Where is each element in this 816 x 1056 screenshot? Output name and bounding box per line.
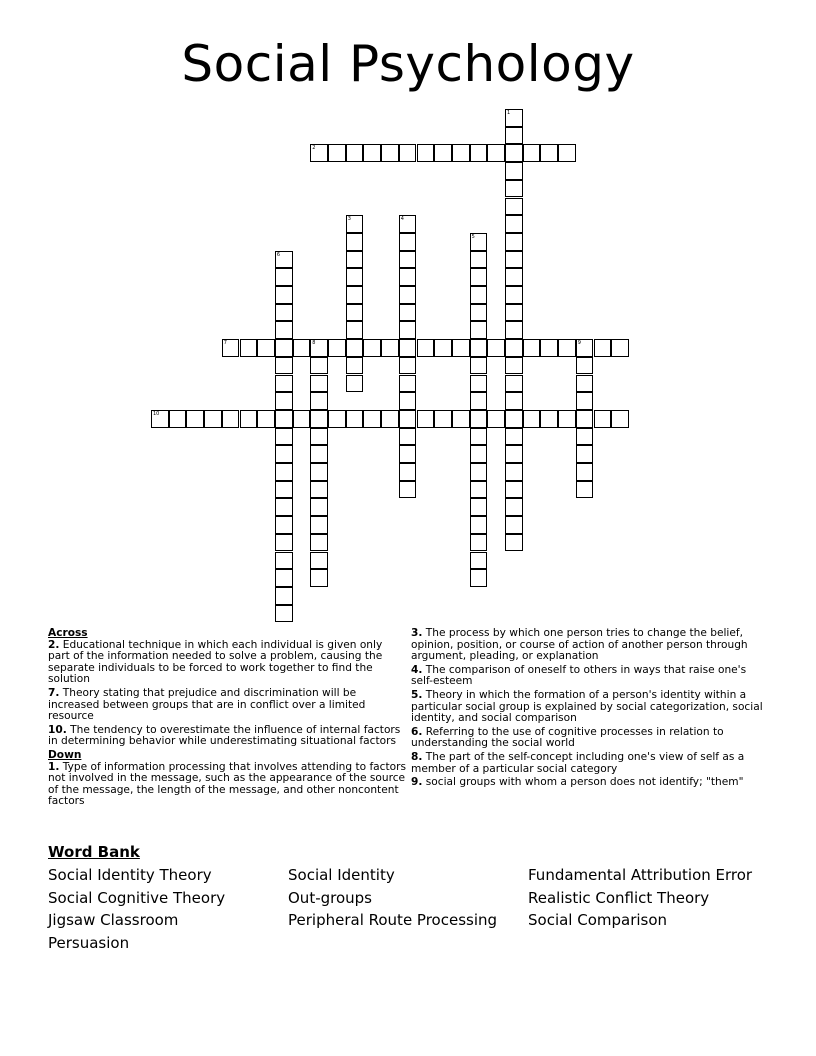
crossword-cell[interactable] xyxy=(204,410,222,428)
crossword-cell[interactable] xyxy=(505,180,523,198)
crossword-cell[interactable] xyxy=(275,392,293,410)
crossword-cell[interactable] xyxy=(576,481,594,499)
clue-number: 7. xyxy=(48,686,60,699)
crossword-cell[interactable] xyxy=(452,410,470,428)
crossword-cell[interactable] xyxy=(505,215,523,233)
clue-number: 4. xyxy=(411,663,423,676)
crossword-cell[interactable] xyxy=(487,144,505,162)
crossword-cell[interactable] xyxy=(346,144,364,162)
crossword-cell[interactable] xyxy=(275,268,293,286)
across-heading: Across xyxy=(48,627,88,639)
crossword-cell[interactable] xyxy=(346,233,364,251)
crossword-cell[interactable] xyxy=(275,605,293,623)
crossword-cell[interactable] xyxy=(505,321,523,339)
crossword-cell[interactable] xyxy=(452,339,470,357)
crossword-cell[interactable] xyxy=(328,144,346,162)
crossword-cell[interactable] xyxy=(505,534,523,552)
crossword-cell[interactable] xyxy=(505,375,523,393)
crossword-cell[interactable] xyxy=(470,463,488,481)
crossword-cell[interactable] xyxy=(275,357,293,375)
crossword-cell[interactable] xyxy=(399,428,417,446)
crossword-cell[interactable] xyxy=(275,498,293,516)
crossword-cell[interactable] xyxy=(505,109,523,127)
crossword-cell[interactable] xyxy=(310,375,328,393)
crossword-cell[interactable] xyxy=(470,375,488,393)
word-bank-item: Realistic Conflict Theory xyxy=(528,888,710,907)
down-clue-list xyxy=(48,762,406,808)
crossword-cell[interactable] xyxy=(363,339,381,357)
crossword-cell[interactable] xyxy=(470,552,488,570)
across-clue-list xyxy=(48,640,406,748)
clue-number-label: 1 xyxy=(507,110,511,116)
crossword-cell[interactable] xyxy=(169,410,187,428)
clue-text: Theory stating that prejudice and discrimination will be increased between groups that are in conflict over a limited resource xyxy=(48,686,366,723)
crossword-cell[interactable] xyxy=(576,339,594,357)
crossword-cell[interactable] xyxy=(275,481,293,499)
clue-number-label: 2 xyxy=(312,145,316,152)
crossword-cell[interactable] xyxy=(310,516,328,534)
clue-item xyxy=(48,725,406,748)
clue-item xyxy=(48,640,406,686)
crossword-cell[interactable] xyxy=(222,410,240,428)
crossword-cell[interactable] xyxy=(275,251,293,269)
crossword-cell[interactable] xyxy=(417,410,435,428)
crossword-cell[interactable] xyxy=(275,304,293,322)
clue-number-label: 7 xyxy=(223,340,227,347)
clue-number-label: 6 xyxy=(276,251,281,258)
crossword-cell[interactable] xyxy=(275,428,293,446)
crossword-cell[interactable] xyxy=(505,198,523,216)
word-bank-item: Social Identity Theory xyxy=(48,866,212,884)
word-bank-item: Social Identity xyxy=(288,866,395,884)
crossword-cell[interactable] xyxy=(363,144,381,162)
crossword-cell[interactable] xyxy=(399,445,417,463)
crossword-cell[interactable] xyxy=(399,286,417,304)
clue-number-label: 5 xyxy=(471,233,475,240)
word-bank-item: Fundamental Attribution Error xyxy=(528,866,753,884)
clue-number-label: 3 xyxy=(347,216,351,223)
crossword-cell[interactable] xyxy=(470,428,488,446)
crossword-cell[interactable] xyxy=(275,463,293,481)
crossword-cell[interactable] xyxy=(363,410,381,428)
crossword-cell[interactable] xyxy=(346,268,364,286)
crossword-cell[interactable] xyxy=(576,428,594,446)
clue-item xyxy=(48,688,406,723)
crossword-cell[interactable] xyxy=(470,321,488,339)
crossword-cell[interactable] xyxy=(310,534,328,552)
crossword-cell[interactable] xyxy=(346,286,364,304)
crossword-cell[interactable] xyxy=(505,268,523,286)
crossword-cell[interactable] xyxy=(505,410,523,428)
crossword-cell[interactable] xyxy=(540,339,558,357)
clues-column-right xyxy=(411,628,766,791)
crossword-cell[interactable] xyxy=(310,357,328,375)
clue-text: The part of the self-concept including one's view of self as a member of a particular social category xyxy=(411,750,745,775)
clue-text: The comparison of oneself to others in ways that raise one's self-esteem xyxy=(411,663,747,688)
down-heading: Down xyxy=(48,748,82,761)
crossword-cell[interactable] xyxy=(399,268,417,286)
crossword-cell[interactable] xyxy=(470,144,488,162)
crossword-cell[interactable] xyxy=(505,233,523,251)
word-bank-title: Word Bank xyxy=(48,843,140,861)
crossword-cell[interactable] xyxy=(293,339,311,357)
clue-number: 1. xyxy=(48,760,60,773)
crossword-cell[interactable] xyxy=(151,410,169,428)
crossword-cell[interactable] xyxy=(505,445,523,463)
crossword-cell[interactable] xyxy=(540,144,558,162)
crossword-cell[interactable] xyxy=(505,251,523,269)
word-bank-item: Social Cognitive Theory xyxy=(48,888,226,907)
crossword-cell[interactable] xyxy=(470,392,488,410)
crossword-cell[interactable] xyxy=(310,569,328,587)
crossword-cell[interactable] xyxy=(310,392,328,410)
clue-text: social groups with whom a person does not identify; "them" xyxy=(425,776,744,789)
crossword-cell[interactable] xyxy=(505,392,523,410)
crossword-cell[interactable] xyxy=(470,339,488,357)
crossword-cell[interactable] xyxy=(470,268,488,286)
crossword-cell[interactable] xyxy=(275,552,293,570)
crossword-cell[interactable] xyxy=(257,410,275,428)
crossword-cell[interactable] xyxy=(310,410,328,428)
crossword-cell[interactable] xyxy=(275,516,293,534)
crossword-cell[interactable] xyxy=(399,321,417,339)
crossword-cell[interactable] xyxy=(310,445,328,463)
crossword-cell[interactable] xyxy=(540,410,558,428)
crossword-cell[interactable] xyxy=(275,587,293,605)
clue-number-label: 8 xyxy=(312,340,316,347)
crossword-cell[interactable] xyxy=(310,428,328,446)
crossword-cell[interactable] xyxy=(275,534,293,552)
crossword-cell[interactable] xyxy=(240,339,258,357)
crossword-cell[interactable] xyxy=(240,410,258,428)
clue-number-label: 9 xyxy=(577,340,581,347)
word-bank-item: Persuasion xyxy=(48,933,130,952)
crossword-cell[interactable] xyxy=(275,569,293,587)
crossword-cell[interactable] xyxy=(470,357,488,375)
crossword-cell[interactable] xyxy=(594,339,612,357)
crossword-cell[interactable] xyxy=(470,516,488,534)
crossword-cell[interactable] xyxy=(310,339,328,357)
crossword-cell[interactable] xyxy=(399,144,417,162)
crossword-cell[interactable] xyxy=(611,410,629,428)
crossword-cell[interactable] xyxy=(505,144,523,162)
crossword-cell[interactable] xyxy=(399,392,417,410)
crossword-cell[interactable] xyxy=(470,233,488,251)
crossword-cell[interactable] xyxy=(505,304,523,322)
crossword-cell[interactable] xyxy=(576,410,594,428)
crossword-cell[interactable] xyxy=(222,339,240,357)
crossword-cell[interactable] xyxy=(399,304,417,322)
crossword-cell[interactable] xyxy=(399,463,417,481)
crossword-cell[interactable] xyxy=(293,410,311,428)
crossword-cell[interactable] xyxy=(470,534,488,552)
word-bank-item: Jigsaw Classroom xyxy=(48,911,179,929)
crossword-cell[interactable] xyxy=(594,410,612,428)
crossword-cell[interactable] xyxy=(328,410,346,428)
crossword-cell[interactable] xyxy=(434,144,452,162)
crossword-cell[interactable] xyxy=(186,410,204,428)
crossword-cell[interactable] xyxy=(346,251,364,269)
word-bank-item: Out-groups xyxy=(288,888,372,907)
crossword-cell[interactable] xyxy=(470,569,488,587)
clue-text: Theory in which the formation of a person's identity within a particular social group is explained by social categorization, social identity, and social comparison xyxy=(411,688,763,725)
crossword-cell[interactable] xyxy=(275,321,293,339)
crossword-cell[interactable] xyxy=(275,445,293,463)
clue-item xyxy=(411,665,766,688)
clue-text: Referring to the use of cognitive processes in relation to understanding the social world xyxy=(411,725,724,750)
clue-text: The process by which one person tries to change the belief, opinion, position, or course of action of another person through argument, pleading, or explanation xyxy=(411,627,748,663)
clue-text: The tendency to overestimate the influence of internal factors in determining behavior while underestimating situational factors xyxy=(48,723,401,748)
crossword-cell[interactable] xyxy=(381,339,399,357)
crossword-cell[interactable] xyxy=(470,481,488,499)
clue-item xyxy=(411,628,766,663)
crossword-cell[interactable] xyxy=(505,127,523,145)
clue-item xyxy=(411,752,766,775)
crossword-cell[interactable] xyxy=(399,410,417,428)
crossword-cell[interactable] xyxy=(310,481,328,499)
crossword-cell[interactable] xyxy=(346,304,364,322)
clue-number-label: 4 xyxy=(400,216,404,223)
clue-number: 6. xyxy=(411,725,423,738)
word-bank xyxy=(48,866,788,952)
crossword-cell[interactable] xyxy=(523,339,541,357)
crossword-cell[interactable] xyxy=(275,286,293,304)
crossword-cell[interactable] xyxy=(346,375,364,393)
crossword-cell[interactable] xyxy=(399,251,417,269)
clue-item xyxy=(411,727,766,750)
crossword-cell[interactable] xyxy=(452,144,470,162)
crossword-cell[interactable] xyxy=(576,392,594,410)
crossword-cell[interactable] xyxy=(399,233,417,251)
word-bank-item: Social Comparison xyxy=(528,911,668,929)
crossword-cell[interactable] xyxy=(470,286,488,304)
crossword-cell[interactable] xyxy=(470,251,488,269)
crossword-cell[interactable] xyxy=(275,410,293,428)
crossword-cell[interactable] xyxy=(523,144,541,162)
crossword-cell[interactable] xyxy=(381,410,399,428)
clue-number: 3. xyxy=(411,627,423,639)
crossword-cell[interactable] xyxy=(399,215,417,233)
clue-text: Type of information processing that involves attending to factors not involved in the message, such as the appearance of the source of the message, the length of the message, and other noncontent factors xyxy=(48,760,406,808)
crossword-cell[interactable] xyxy=(558,410,576,428)
crossword-cell[interactable] xyxy=(505,498,523,516)
crossword-cell[interactable] xyxy=(470,304,488,322)
crossword-cell[interactable] xyxy=(487,410,505,428)
down-clue-list-continued xyxy=(411,628,766,789)
clue-number: 2. xyxy=(48,638,60,651)
crossword-cell[interactable] xyxy=(558,339,576,357)
clue-number: 5. xyxy=(411,688,423,701)
crossword-cell[interactable] xyxy=(576,357,594,375)
clue-number-label: 10 xyxy=(153,410,160,417)
crossword-cell[interactable] xyxy=(399,481,417,499)
crossword-cell[interactable] xyxy=(505,357,523,375)
crossword-cell[interactable] xyxy=(576,445,594,463)
crossword-cell[interactable] xyxy=(576,463,594,481)
crossword-cell[interactable] xyxy=(558,144,576,162)
crossword-cell[interactable] xyxy=(505,428,523,446)
page-title: Social Psychology xyxy=(181,35,635,93)
crossword-cell[interactable] xyxy=(346,215,364,233)
crossword-cell[interactable] xyxy=(399,339,417,357)
crossword-cell[interactable] xyxy=(399,375,417,393)
clue-item xyxy=(411,777,766,789)
crossword-cell[interactable] xyxy=(346,410,364,428)
crossword-cell[interactable] xyxy=(505,286,523,304)
crossword-cell[interactable] xyxy=(523,410,541,428)
clue-text: Educational technique in which each individual is given only part of the information needed to solve a problem, causing the separate individuals to be forced to work together to find the solution xyxy=(48,638,383,686)
crossword-cell[interactable] xyxy=(487,339,505,357)
crossword-cell[interactable] xyxy=(310,552,328,570)
clues-column-left xyxy=(48,628,406,810)
crossword-cell[interactable] xyxy=(310,144,328,162)
crossword-cell[interactable] xyxy=(381,144,399,162)
crossword-cell[interactable] xyxy=(470,445,488,463)
crossword-cell[interactable] xyxy=(505,463,523,481)
crossword-cell[interactable] xyxy=(505,339,523,357)
word-bank-item: Peripheral Route Processing xyxy=(288,911,498,929)
crossword-cell[interactable] xyxy=(611,339,629,357)
clue-item xyxy=(411,690,766,725)
crossword-cell[interactable] xyxy=(505,162,523,180)
crossword-cell[interactable] xyxy=(275,339,293,357)
crossword-cell[interactable] xyxy=(346,339,364,357)
clue-number: 8. xyxy=(411,750,423,763)
clue-number: 9. xyxy=(411,776,423,789)
crossword-cell[interactable] xyxy=(417,339,435,357)
crossword-cell[interactable] xyxy=(576,375,594,393)
crossword-cell[interactable] xyxy=(328,339,346,357)
crossword-cell[interactable] xyxy=(434,339,452,357)
crossword-cell[interactable] xyxy=(470,498,488,516)
crossword-cell[interactable] xyxy=(346,357,364,375)
crossword-cell[interactable] xyxy=(505,516,523,534)
crossword-cell[interactable] xyxy=(275,375,293,393)
clue-item xyxy=(48,762,406,808)
crossword-cell[interactable] xyxy=(470,410,488,428)
crossword-cell[interactable] xyxy=(310,498,328,516)
crossword-cell[interactable] xyxy=(399,357,417,375)
crossword-cell[interactable] xyxy=(417,144,435,162)
crossword-cell[interactable] xyxy=(434,410,452,428)
crossword-cell[interactable] xyxy=(310,463,328,481)
crossword-cell[interactable] xyxy=(346,321,364,339)
clue-number: 10. xyxy=(48,723,67,736)
crossword-cell[interactable] xyxy=(505,481,523,499)
crossword-cell[interactable] xyxy=(257,339,275,357)
